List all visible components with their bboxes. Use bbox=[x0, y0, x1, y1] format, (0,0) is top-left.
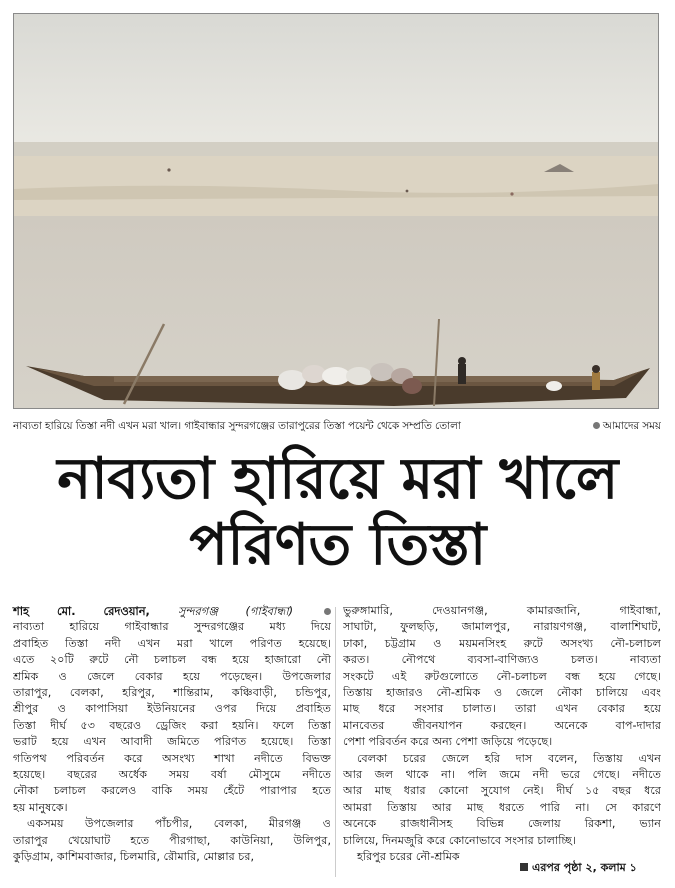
text-line: অনেকে রাজধানীসহ বিভিন্ন জেলায় রিকশা, ভ্যান bbox=[343, 817, 661, 831]
byline-location: সুন্দরগঞ্জ (গাইবান্ধা) bbox=[177, 604, 294, 618]
right-column-body bbox=[343, 603, 661, 866]
article-column-left bbox=[13, 603, 331, 866]
byline bbox=[13, 603, 331, 619]
column-divider bbox=[335, 607, 336, 877]
headline-line-2: পরিণত তিস্তা bbox=[189, 512, 486, 578]
continued-notice bbox=[520, 859, 637, 878]
text-line: মাছ ধরে সংসার চালাত। তারা এখন বেকার হয়ে bbox=[343, 702, 661, 716]
photo-caption bbox=[13, 419, 661, 433]
text-line: আর মাছ ধরার কোনো সুযোগ নেই। দীর্ঘ ১৫ বছর ধরে bbox=[343, 784, 661, 798]
headline-line-1: নাব্যতা হারিয়ে মরা খালে bbox=[57, 446, 618, 512]
text-line: একসময় উপজেলার পাঁচপীর, বেলকা, মীরগঞ্জ ও bbox=[27, 817, 331, 831]
text-line: সাঘাটা, ফুলছড়ি, জামালপুর, নারায়ণগঞ্জ, বালাশিঘাট, bbox=[343, 620, 661, 634]
text-line: সংকটে এই রুটগুলোতে নৌ-চলাচল বন্ধ হয়ে গেছে। bbox=[343, 669, 661, 683]
photo-credit bbox=[587, 419, 661, 433]
continued-text: এরপর পৃষ্ঠা ২, কলাম ১ bbox=[532, 861, 637, 874]
text-line: বেলকা চরের জেলে হরি দাস বলেন, তিস্তায় এখন bbox=[357, 751, 661, 765]
text-line: তিস্তা দীর্ঘ ৫৩ বছরেও ড্রেজিং করা হয়নি। ফলে তিস্তা bbox=[13, 718, 331, 732]
text-line: পেশা পরিবর্তন করে অন্য পেশা জড়িয়ে পড়েছে। bbox=[343, 735, 553, 749]
text-line: প্রবাহিত তিস্তা নদী এখন মরা খালে পরিণত হয়েছে। bbox=[13, 636, 331, 650]
square-bullet-icon bbox=[520, 863, 528, 871]
text-line: শ্রমিক ও জেলে বেকার হয়ে পড়েছেন। উপজেলার bbox=[13, 669, 331, 683]
sky bbox=[14, 14, 658, 154]
news-photo bbox=[13, 13, 659, 409]
text-line: আর জল থাকে না। পলি জমে নদী ভরে গেছে। নদীতে bbox=[343, 768, 661, 782]
credit-text: আমাদের সময় bbox=[602, 420, 661, 432]
text-line: ভরাট হয়ে এখন আবাদী জমিতে পরিণত হয়েছে। তিস্তা bbox=[13, 735, 331, 749]
text-line: আমরা তিস্তায় আর মাছ ধরতে পারি না। সে কারণে bbox=[343, 800, 661, 814]
text-line: ভুরুঙ্গামারি, দেওয়ানগঞ্জ, কামারজানি, গাইবান্ধা, bbox=[343, 604, 661, 617]
left-column-body bbox=[13, 619, 331, 865]
text-line: তারাপুর খেয়োঘাট হতে পীরগাছা, কাউনিয়া, উলিপুর, bbox=[13, 833, 331, 847]
text-line: শ্রীপুর ও কাপাসিয়া ইউনিয়নের ওপর দিয়ে প্রবাহিত bbox=[13, 702, 331, 716]
text-line: হয় মানুষকে। bbox=[13, 800, 68, 814]
bullet-icon bbox=[593, 422, 600, 429]
text-line: করত। নৌপথে ব্যবসা-বাণিজ্যও চলত। নাব্যতা bbox=[343, 653, 661, 667]
text-line: কুড়িগ্রাম, কাশিমবাজার, চিলমারি, রৌমারি, মোল্লার চর, bbox=[13, 850, 255, 864]
text-line: এতে ২০টি রুটে নৌ চলাচল বন্ধ হয়ে হাজারো নৌ bbox=[13, 653, 331, 667]
headline bbox=[0, 446, 675, 578]
text-line: হয়েছে। বছরের অর্ধেক সময় বর্ষা মৌসুমে নদীতে bbox=[13, 768, 331, 782]
caption-text: নাব্যতা হারিয়ে তিস্তা নদী এখন মরা খাল। গাইবান্ধার সুন্দরগঞ্জের তারাপুরের তিস্তা পয়েন্ট থেকে সম্প্রতি তোলা bbox=[13, 420, 461, 432]
text-line: গতিপথ পরিবর্তন করে অসংখ্য শাখা নদীতে বিভক্ত bbox=[13, 751, 331, 765]
text-line: তিস্তায় হাজারও নৌ-শ্রমিক ও জেলে নৌকা চালিয়ে এবং bbox=[343, 686, 661, 700]
text-line: হরিপুর চরের নৌ-শ্রমিক bbox=[357, 850, 460, 864]
text-line: ঢাকা, চট্টগ্রাম ও ময়মনসিংহ রুটে অসংখ্য নৌ-চলাচল bbox=[343, 636, 661, 650]
byline-author: শাহ মো. রেদওয়ান, bbox=[13, 604, 150, 618]
text-line: চালিয়ে, দিনমজুরি করে কোনোভাবে সংসার চালাচ্ছি। bbox=[343, 833, 577, 847]
text-line: নৌকা চলাচল করলেও বাকি সময় হেঁটে পারাপার হতে bbox=[13, 784, 331, 798]
text-line: তারাপুর, বেলকা, হরিপুর, শান্তিরাম, কঞ্চিবাড়ী, চন্ডিপুর, bbox=[13, 686, 331, 700]
river-boat-photo bbox=[14, 14, 658, 408]
far-bank bbox=[14, 142, 658, 156]
bullet-icon bbox=[324, 608, 331, 615]
text-line: নাব্যতা হারিয়ে গাইবান্ধার সুন্দরগঞ্জের মধ্য দিয়ে bbox=[13, 620, 331, 634]
article-column-right bbox=[343, 603, 661, 866]
text-line: মানবেতর জীবনযাপন করছেন। অনেকে বাপ-দাদার bbox=[343, 718, 661, 732]
